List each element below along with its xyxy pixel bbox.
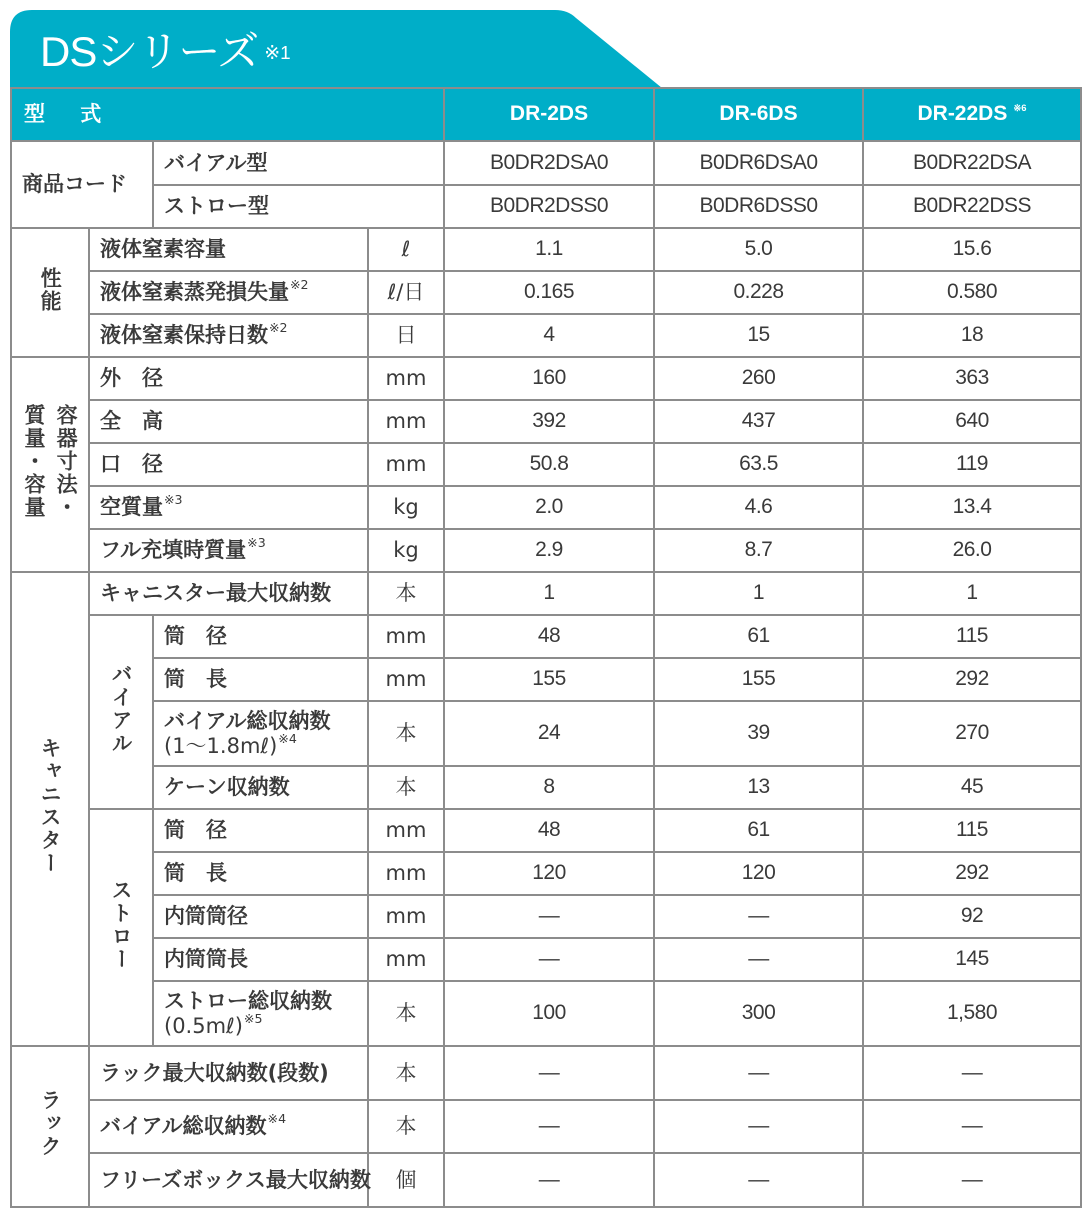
series-title-note: ※1 (264, 43, 291, 64)
cell-value: 5.0 (654, 228, 863, 271)
table-row (11, 1153, 1081, 1207)
cell-value: 4.6 (654, 486, 863, 529)
cell-value: 24 (444, 701, 654, 766)
cell-value: 115 (863, 809, 1081, 852)
unit: mm (368, 615, 444, 658)
unit: mm (368, 895, 444, 938)
cell-value: 48 (444, 615, 654, 658)
row-label: 液体窒素保持日数$^{※2}$ (89, 314, 368, 357)
unit: kg (368, 486, 444, 529)
cell-value: 120 (654, 852, 863, 895)
cell-value: — (444, 895, 654, 938)
cell-value: 61 (654, 809, 863, 852)
unit: 本 (368, 981, 444, 1046)
model-header-dr-6ds: DR-6DS (654, 88, 863, 141)
cell-value: 115 (863, 615, 1081, 658)
unit: 本 (368, 766, 444, 809)
row-label: フリーズボックス最大収納数 (89, 1153, 368, 1207)
cell-value: — (654, 895, 863, 938)
table-row (11, 141, 1081, 185)
unit: ℓ/日 (368, 271, 444, 314)
cell-value: 155 (654, 658, 863, 701)
header-row (11, 88, 1081, 141)
row-label: ケーン収納数 (153, 766, 368, 809)
row-label: 口 径 (89, 443, 368, 486)
cell-value: 0.580 (863, 271, 1081, 314)
table-row (11, 701, 1081, 766)
cell-value: 145 (863, 938, 1081, 981)
table-row (11, 852, 1081, 895)
cell-value: B0DR22DSA (863, 141, 1081, 185)
cell-value: 45 (863, 766, 1081, 809)
unit: ℓ (368, 228, 444, 271)
cell-value: 8.7 (654, 529, 863, 572)
unit: 個 (368, 1153, 444, 1207)
cell-value: 1 (863, 572, 1081, 615)
unit: 日 (368, 314, 444, 357)
cell-value: 61 (654, 615, 863, 658)
row-label: バイアル型 (153, 141, 444, 185)
table-row (11, 1046, 1081, 1100)
row-label: 全 高 (89, 400, 368, 443)
table-row (11, 809, 1081, 852)
row-label: フル充填時質量$^{※3}$ (89, 529, 368, 572)
row-label: 外 径 (89, 357, 368, 400)
cell-value: B0DR6DSS0 (654, 185, 863, 228)
table-row (11, 400, 1081, 443)
row-label: 筒 長 (153, 658, 368, 701)
cell-value: — (654, 1100, 863, 1153)
unit: mm (368, 357, 444, 400)
cell-value: 92 (863, 895, 1081, 938)
table-row (11, 529, 1081, 572)
row-label: 内筒筒径 (153, 895, 368, 938)
table-row (11, 766, 1081, 809)
performance-group: 性能 (11, 228, 89, 357)
cell-value: 48 (444, 809, 654, 852)
cell-value: — (654, 1046, 863, 1100)
cell-value: 1 (444, 572, 654, 615)
table-row (11, 938, 1081, 981)
table-row (11, 1100, 1081, 1153)
cell-value: — (654, 938, 863, 981)
rack-group: ラック (11, 1046, 89, 1207)
cell-value: 120 (444, 852, 654, 895)
cell-value: — (444, 1100, 654, 1153)
vial-subgroup: バイアル (89, 615, 153, 809)
table-row (11, 658, 1081, 701)
table-row (11, 271, 1081, 314)
table-row (11, 486, 1081, 529)
cell-value: 292 (863, 852, 1081, 895)
cell-value: 4 (444, 314, 654, 357)
cell-value: — (863, 1153, 1081, 1207)
series-title-tab (10, 10, 662, 88)
cell-value: 1,580 (863, 981, 1081, 1046)
cell-value: 8 (444, 766, 654, 809)
cell-value: 1 (654, 572, 863, 615)
row-label: 筒 径 (153, 615, 368, 658)
table-row (11, 981, 1081, 1046)
spec-table (10, 87, 1082, 1208)
cell-value: 18 (863, 314, 1081, 357)
product-code-group: 商品コード (11, 141, 153, 228)
model-note: ※6 (1013, 103, 1027, 115)
row-label: 液体窒素容量 (89, 228, 368, 271)
cell-value: 0.165 (444, 271, 654, 314)
cell-value: B0DR2DSS0 (444, 185, 654, 228)
unit: 本 (368, 1046, 444, 1100)
cell-value: 300 (654, 981, 863, 1046)
row-label: ストロー型 (153, 185, 444, 228)
cell-value: 640 (863, 400, 1081, 443)
unit: mm (368, 658, 444, 701)
table-row (11, 228, 1081, 271)
cell-value: 13.4 (863, 486, 1081, 529)
table-row (11, 185, 1081, 228)
unit: 本 (368, 1100, 444, 1153)
cell-value: 63.5 (654, 443, 863, 486)
unit: mm (368, 400, 444, 443)
table-row (11, 895, 1081, 938)
cell-value: 13 (654, 766, 863, 809)
series-title-text: DSシリーズ (40, 28, 259, 75)
cell-value: 160 (444, 357, 654, 400)
cell-value: 15 (654, 314, 863, 357)
unit: mm (368, 938, 444, 981)
straw-subgroup: ストロー (89, 809, 153, 1046)
cell-value: 39 (654, 701, 863, 766)
row-label: ラック最大収納数(段数) (89, 1046, 368, 1100)
model-header-dr-22ds: DR-22DS $^{※6}$ (863, 88, 1081, 141)
cell-value: 363 (863, 357, 1081, 400)
row-label: バイアル総収納数$^{※4}$ (89, 1100, 368, 1153)
table-row (11, 443, 1081, 486)
table-row (11, 572, 1081, 615)
cell-value: — (654, 1153, 863, 1207)
unit: mm (368, 443, 444, 486)
cell-value: 270 (863, 701, 1081, 766)
cell-value: 2.0 (444, 486, 654, 529)
cell-value: — (863, 1100, 1081, 1153)
cell-value: 0.228 (654, 271, 863, 314)
cell-value: 100 (444, 981, 654, 1046)
row-label: 内筒筒長 (153, 938, 368, 981)
unit: 本 (368, 572, 444, 615)
model-header-dr-2ds: DR-2DS (444, 88, 654, 141)
table-row (11, 314, 1081, 357)
series-title (40, 26, 291, 78)
cell-value: 155 (444, 658, 654, 701)
unit: kg (368, 529, 444, 572)
row-label: 筒 長 (153, 852, 368, 895)
cell-value: B0DR22DSS (863, 185, 1081, 228)
cell-value: — (444, 1153, 654, 1207)
unit: 本 (368, 701, 444, 766)
cell-value: — (863, 1046, 1081, 1100)
row-label: キャニスター最大収納数 (89, 572, 368, 615)
cell-value: B0DR6DSA0 (654, 141, 863, 185)
cell-value: 1.1 (444, 228, 654, 271)
row-label: 筒 径 (153, 809, 368, 852)
unit: mm (368, 809, 444, 852)
row-label: ストロー総収納数 (0.5mℓ)$^{※5}$ (153, 981, 368, 1046)
canister-group: キャニスター (11, 572, 89, 1046)
table-row (11, 357, 1081, 400)
cell-value: 437 (654, 400, 863, 443)
cell-value: 2.9 (444, 529, 654, 572)
cell-value: 392 (444, 400, 654, 443)
cell-value: 260 (654, 357, 863, 400)
dimensions-group: 容器寸法・ 質量・容量 (11, 357, 89, 572)
cell-value: 15.6 (863, 228, 1081, 271)
table-row (11, 615, 1081, 658)
unit: mm (368, 852, 444, 895)
row-label: 空質量$^{※3}$ (89, 486, 368, 529)
cell-value: — (444, 938, 654, 981)
cell-value: 119 (863, 443, 1081, 486)
row-label: バイアル総収納数 (1～1.8mℓ)$^{※4}$ (153, 701, 368, 766)
cell-value: 50.8 (444, 443, 654, 486)
cell-value: 292 (863, 658, 1081, 701)
row-label: 液体窒素蒸発損失量$^{※2}$ (89, 271, 368, 314)
cell-value: B0DR2DSA0 (444, 141, 654, 185)
cell-value: 26.0 (863, 529, 1081, 572)
cell-value: — (444, 1046, 654, 1100)
model-label: 型 式 (11, 88, 444, 141)
